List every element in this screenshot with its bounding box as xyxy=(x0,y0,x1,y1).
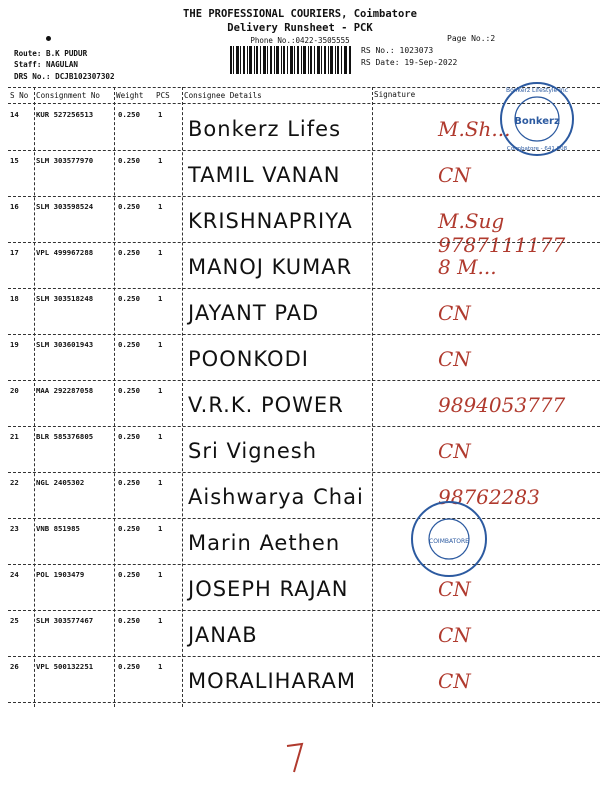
row-consignment-no: VPL 499967288 xyxy=(36,248,94,257)
row-pcs: 1 xyxy=(158,294,163,303)
row-consignment-no: SLM 303598524 xyxy=(36,202,94,211)
staff-label: Staff: NAGULAN xyxy=(14,60,79,69)
row-pcs: 1 xyxy=(158,524,163,533)
row-weight: 0.250 xyxy=(118,294,140,303)
row-sno: 22 xyxy=(10,478,19,487)
table-row xyxy=(8,565,600,611)
col-header-pcs: PCS xyxy=(156,91,170,100)
row-weight: 0.250 xyxy=(118,662,140,671)
col-header-signature: Signature xyxy=(374,90,416,99)
row-consignee-handwritten: MANOJ KUMAR xyxy=(188,255,353,279)
row-signature: CN xyxy=(438,577,471,601)
row-sno: 17 xyxy=(10,248,19,257)
row-pcs: 1 xyxy=(158,202,163,211)
row-consignee-handwritten: V.R.K. POWER xyxy=(188,393,344,417)
row-signature: CN xyxy=(438,347,471,371)
rs-number: RS No.: 1023073 xyxy=(361,46,434,55)
stamp-logo-text: Bonkerz xyxy=(514,116,560,127)
row-consignee-handwritten: JANAB xyxy=(188,623,258,647)
page-number: Page No.:2 xyxy=(447,34,496,43)
row-consignment-no: BLR 585376805 xyxy=(36,432,94,441)
row-consignee-handwritten: TAMIL VANAN xyxy=(188,163,341,187)
rs-date: RS Date: 19-Sep-2022 xyxy=(361,58,458,67)
row-signature: CN xyxy=(438,669,471,693)
row-sno: 25 xyxy=(10,616,19,625)
row-consignee-handwritten: Bonkerz Lifes xyxy=(188,117,342,141)
row-consignee-handwritten: Sri Vignesh xyxy=(188,439,318,463)
dot-mark xyxy=(46,36,51,41)
row-consignment-no: SLM 303518248 xyxy=(36,294,94,303)
row-sno: 21 xyxy=(10,432,19,441)
row-weight: 0.250 xyxy=(118,616,140,625)
bonkerz-stamp xyxy=(498,80,576,158)
row-pcs: 1 xyxy=(158,478,163,487)
table-row xyxy=(8,473,600,519)
row-pcs: 1 xyxy=(158,110,163,119)
row-sno: 20 xyxy=(10,386,19,395)
row-sno: 26 xyxy=(10,662,19,671)
row-weight: 0.250 xyxy=(118,156,140,165)
stamp-arc-text: Bonkerz Lifestyle Inc xyxy=(505,87,569,94)
row-signature: M.Sug 9787111177 xyxy=(438,209,566,257)
row-sno: 19 xyxy=(10,340,19,349)
table-row xyxy=(8,657,600,703)
row-pcs: 1 xyxy=(158,616,163,625)
row-pcs: 1 xyxy=(158,156,163,165)
row-sno: 23 xyxy=(10,524,19,533)
row-signature: 8 M... xyxy=(438,255,497,279)
row-consignee-handwritten: MORALIHARAM xyxy=(188,669,357,693)
row-consignment-no: SLM 303577970 xyxy=(36,156,94,165)
col-header-weight: Weight xyxy=(116,91,144,100)
row-consignment-no: MAA 292287058 xyxy=(36,386,94,395)
row-consignment-no: NGL 2405302 xyxy=(36,478,85,487)
row-weight: 0.250 xyxy=(118,478,140,487)
phone-number: Phone No.:0422-3505555 xyxy=(250,36,350,45)
row-sno: 24 xyxy=(10,570,19,579)
row-sno: 14 xyxy=(10,110,19,119)
table-row xyxy=(8,427,600,473)
table-row xyxy=(8,335,600,381)
row-consignment-no: SLM 303577467 xyxy=(36,616,94,625)
row-signature: M.Sh... xyxy=(438,117,511,141)
row-weight: 0.250 xyxy=(118,340,140,349)
row-weight: 0.250 xyxy=(118,110,140,119)
table-row xyxy=(8,243,600,289)
row-signature: CN xyxy=(438,439,471,463)
row-pcs: 1 xyxy=(158,432,163,441)
row-signature: CN xyxy=(438,301,471,325)
row-pcs: 1 xyxy=(158,662,163,671)
stamp-city-text: Coimbatore - 641 008 xyxy=(506,146,568,152)
row-sno: 16 xyxy=(10,202,19,211)
row-rule xyxy=(8,702,600,703)
row-consignee-handwritten: JOSEPH RAJAN xyxy=(188,577,349,601)
col-header-sno: S No xyxy=(10,91,29,100)
row-consignment-no: VPL 500132251 xyxy=(36,662,94,671)
col-header-consignee: Consignee Details xyxy=(184,91,262,100)
col-header-consignment: Consignment No xyxy=(36,91,101,100)
row-pcs: 1 xyxy=(158,386,163,395)
drs-number: DRS No.: DCJB102307302 xyxy=(14,72,115,81)
row-signature: 9894053777 xyxy=(438,393,566,417)
row-weight: 0.250 xyxy=(118,248,140,257)
row-signature: 98762283 xyxy=(438,485,540,509)
row-pcs: 1 xyxy=(158,570,163,579)
row-weight: 0.250 xyxy=(118,570,140,579)
row-sno: 15 xyxy=(10,156,19,165)
row-consignment-no: KUR 527256513 xyxy=(36,110,94,119)
row-signature: CN xyxy=(438,623,471,647)
table-row xyxy=(8,381,600,427)
table-row xyxy=(8,289,600,335)
row-consignee-handwritten: Aishwarya Chai xyxy=(188,485,364,509)
stamp-coimbatore-text: COIMBATORE xyxy=(429,538,469,545)
runsheet-title: Delivery Runsheet - PCK xyxy=(227,22,373,34)
row-consignment-no: POL 1903479 xyxy=(36,570,85,579)
row-sno: 18 xyxy=(10,294,19,303)
page-mark-seven xyxy=(286,742,304,774)
company-title: THE PROFESSIONAL COURIERS, Coimbatore xyxy=(183,8,417,20)
row-weight: 0.250 xyxy=(118,202,140,211)
table-row xyxy=(8,519,600,565)
runsheet-table xyxy=(8,87,600,707)
table-row xyxy=(8,611,600,657)
row-consignee-handwritten: KRISHNAPRIYA xyxy=(188,209,353,233)
row-signature: CN xyxy=(438,163,471,187)
row-consignment-no: VNB 851985 xyxy=(36,524,80,533)
row-weight: 0.250 xyxy=(118,524,140,533)
row-consignee-handwritten: POONKODI xyxy=(188,347,309,371)
row-pcs: 1 xyxy=(158,340,163,349)
row-consignment-no: SLM 303601943 xyxy=(36,340,94,349)
row-weight: 0.250 xyxy=(118,432,140,441)
row-consignee-handwritten: JAYANT PAD xyxy=(188,301,320,325)
row-pcs: 1 xyxy=(158,248,163,257)
row-consignee-handwritten: Marin Aethen xyxy=(188,531,341,555)
coimbatore-stamp xyxy=(408,498,490,580)
route-label: Route: B.K PUDUR xyxy=(14,49,88,58)
row-weight: 0.250 xyxy=(118,386,140,395)
barcode xyxy=(230,46,352,74)
